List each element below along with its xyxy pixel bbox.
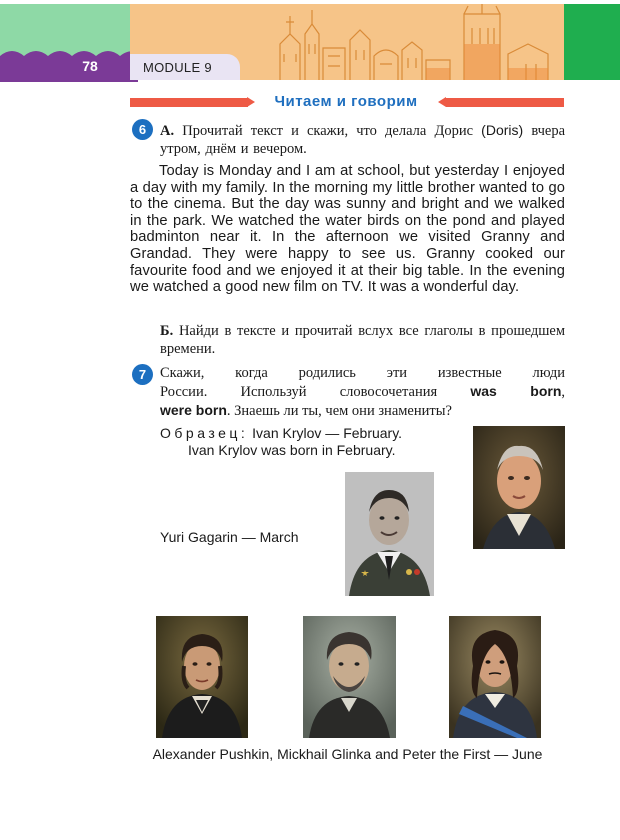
part-a-text-2: вчера утром, днём и вечером. bbox=[160, 123, 566, 157]
sample-answer bbox=[160, 425, 402, 459]
sample-text-2: Ivan Krylov was born in February. bbox=[188, 442, 396, 458]
ex7-line-3 bbox=[160, 401, 565, 420]
portrait-krylov bbox=[473, 426, 565, 549]
banner-line-left bbox=[130, 98, 248, 107]
section-title: Читаем и говорим bbox=[274, 93, 418, 110]
phrase-were-born: were born bbox=[160, 402, 227, 418]
exercise-6-badge: 6 bbox=[132, 119, 153, 140]
sample-line-1 bbox=[160, 425, 402, 442]
sample-label: Образец: bbox=[160, 425, 249, 441]
portrait-glinka bbox=[303, 616, 396, 738]
portrait-gagarin bbox=[345, 472, 434, 596]
prompt-group: Alexander Pushkin, Mickhail Glinka and Peter the First — June bbox=[152, 746, 543, 762]
reading-paragraph: Today is Monday and I am at school, but yesterday I enjoyed a day with my family. In the morning my little brother wanted to go to the cinema. But the day was sunny and bright and we walked in the park. We watched the water birds on the pond and played badminton near it. In the afternoon we visited Granny and Grandad. They were happy to see us. Granny cooked our favourite food and we enjoyed it at their big table. In the evening we watched a good new film on TV. It was a wonderful day. bbox=[130, 163, 565, 296]
page-number: 78 bbox=[82, 58, 98, 74]
part-b-text: Найди в тексте и прочитай вслух все глаголы в прошедшем времени. bbox=[160, 323, 566, 357]
module-label: MODULE 9 bbox=[143, 60, 212, 75]
prompt-gagarin: Yuri Gagarin — March bbox=[160, 529, 299, 545]
header-right-band bbox=[564, 4, 620, 80]
reading-text bbox=[130, 163, 565, 296]
ex7-line-2 bbox=[160, 382, 565, 401]
header-cloud-wave bbox=[0, 44, 138, 64]
exercise-6-part-a bbox=[160, 121, 565, 158]
part-b-label: Б. bbox=[160, 323, 174, 339]
ex7-line-2-text: России. Используй словосочетания bbox=[160, 384, 438, 400]
part-a-label: А. bbox=[160, 123, 175, 139]
exercise-7-badge: 7 bbox=[132, 364, 153, 385]
ex7-line-1: Скажи, когда родились эти известные люди bbox=[160, 365, 565, 381]
ex7-line-3-text: . Знаешь ли ты, чем они знамениты? bbox=[226, 403, 452, 419]
part-a-latin-name: (Doris) bbox=[481, 122, 524, 138]
sample-text-1: Ivan Krylov — February. bbox=[252, 425, 403, 441]
portrait-peter-the-first bbox=[449, 616, 541, 738]
banner-line-right bbox=[446, 98, 564, 107]
ex7-comma: , bbox=[561, 384, 565, 400]
portrait-pushkin bbox=[156, 616, 248, 738]
banner-arrow-right-icon bbox=[438, 97, 446, 107]
part-a-text-1: Прочитай текст и скажи, что делала Дорис bbox=[182, 123, 474, 139]
exercise-7-task bbox=[160, 364, 565, 420]
exercise-6-part-b bbox=[160, 322, 565, 358]
phrase-was-born: was born bbox=[470, 383, 562, 399]
